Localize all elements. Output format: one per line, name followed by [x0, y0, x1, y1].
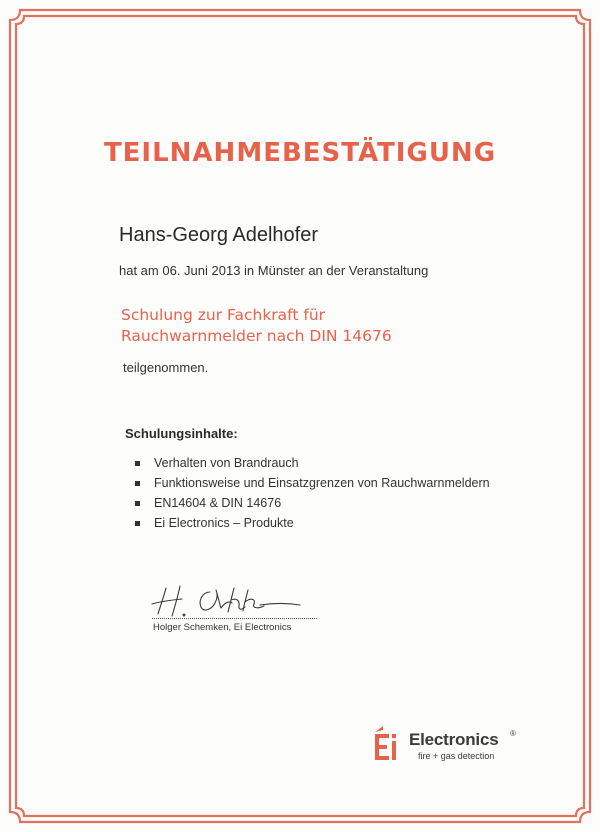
list-item-label: Ei Electronics – Produkte [154, 516, 294, 530]
list-item [135, 495, 490, 515]
signature-line [152, 618, 317, 619]
signature-caption: Holger Schemken, Ei Electronics [153, 622, 292, 633]
participant-name: Hans-Georg Adelhofer [119, 224, 319, 246]
completion-text: teilgenommen. [123, 360, 209, 375]
handwritten-signature [148, 582, 323, 622]
bullet-icon [135, 481, 140, 486]
list-item [135, 455, 490, 475]
ei-electronics-logo [373, 726, 523, 766]
registered-mark: ® [510, 729, 516, 738]
event-line: hat am 06. Juni 2013 in Münster an der Veranstaltung [119, 263, 429, 278]
certificate-title: TEILNAHMEBESTÄTIGUNG [103, 138, 497, 168]
contents-list [135, 455, 490, 535]
course-title-line-1: Schulung zur Fachkraft für [121, 306, 326, 324]
ei-logo-mark-icon [373, 726, 405, 762]
list-item [135, 475, 490, 495]
logo-tagline: fire + gas detection [418, 751, 495, 761]
course-title [121, 305, 392, 347]
contents-heading: Schulungsinhalte: [125, 426, 238, 441]
list-item-label: Verhalten von Brandrauch [154, 456, 299, 470]
bullet-icon [135, 461, 140, 466]
logo-wordmark: Electronics [409, 730, 499, 749]
list-item-label: Funktionsweise und Einsatzgrenzen von Rauchwarnmeldern [154, 476, 490, 490]
course-title-line-2: Rauchwarnmelder nach DIN 14676 [121, 327, 392, 345]
bullet-icon [135, 521, 140, 526]
bullet-icon [135, 501, 140, 506]
list-item-label: EN14604 & DIN 14676 [154, 496, 282, 510]
list-item [135, 515, 490, 535]
